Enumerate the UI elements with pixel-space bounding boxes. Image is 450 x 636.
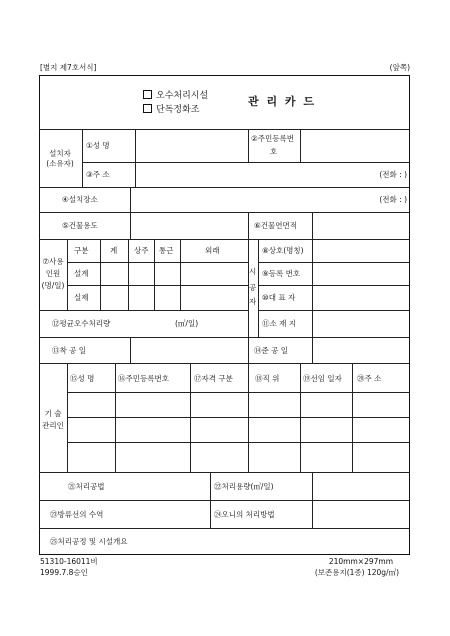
page-side: (앞쪽) bbox=[389, 63, 410, 72]
manager-label-2: 관리인 bbox=[42, 421, 64, 430]
owner-phone: (전화 : ) bbox=[379, 170, 407, 179]
persons-row-design: 설계 bbox=[74, 269, 89, 278]
constructor-reg-no: ⑨등록 번호 bbox=[262, 269, 301, 278]
persons-col-commute: 통근 bbox=[159, 246, 174, 255]
start-date-label: ⑬착 공 일 bbox=[52, 346, 87, 355]
constructor-label-c: 자 bbox=[249, 297, 257, 306]
constructor-label-b: 공 bbox=[249, 283, 257, 292]
checkbox-icon[interactable] bbox=[143, 90, 152, 99]
flow-unit: (㎥/일) bbox=[175, 319, 199, 328]
persons-col-visit: 외래 bbox=[205, 246, 220, 255]
footer-paper: (보존용지(1종) 120g/㎡) bbox=[314, 568, 399, 577]
install-place-label: ④설치장소 bbox=[62, 195, 98, 204]
effluent-label: ㉓방류선의 수역 bbox=[50, 510, 104, 519]
persons-col-resident: 상주 bbox=[134, 246, 149, 255]
owner-label: 설치자 bbox=[49, 149, 71, 158]
manager-col-addr: ⑳주 소 bbox=[357, 374, 382, 383]
manager-col-pos: ⑱직 위 bbox=[255, 374, 280, 383]
owner-address-label: ③주 소 bbox=[86, 170, 110, 179]
checkbox-icon[interactable] bbox=[143, 104, 152, 113]
building-use-label: ⑤건물용도 bbox=[62, 221, 98, 230]
option-label: 오수처리시설 bbox=[156, 91, 209, 101]
option-label: 단독정화조 bbox=[156, 105, 200, 115]
process-method-label: ㉑처리공법 bbox=[68, 482, 105, 491]
page-title: 관 리 카 드 bbox=[248, 95, 316, 108]
option-septic-tank[interactable] bbox=[143, 104, 199, 115]
manager-col-qual: ⑰자격 구분 bbox=[194, 374, 233, 383]
manager-col-rrn: ⑯주민등록번호 bbox=[118, 374, 169, 383]
constructor-label-a: 시 bbox=[249, 267, 257, 276]
persons-label-2: 인원 bbox=[45, 269, 61, 278]
install-phone: (전화 : ) bbox=[379, 195, 407, 204]
owner-name-label: ①성 명 bbox=[86, 141, 110, 150]
manager-col-name: ⑮성 명 bbox=[70, 374, 95, 383]
persons-label: ⑦사용 bbox=[42, 257, 64, 266]
manager-label: 기 술 bbox=[44, 409, 62, 418]
footer-size: 210mm×297mm bbox=[328, 557, 393, 566]
footer-code: 51310-16011비 bbox=[40, 557, 98, 566]
footer-approval: 1999.7.8승인 bbox=[40, 568, 88, 577]
persons-row-actual: 실제 bbox=[74, 293, 89, 302]
owner-rrn-label-2: 호 bbox=[270, 147, 278, 156]
persons-label-3: (명/일) bbox=[41, 281, 65, 290]
constructor-trade-name: ⑧상호(명칭) bbox=[262, 246, 304, 255]
process-capacity-label: ㉒처리용량(㎥/일) bbox=[214, 482, 274, 491]
sludge-label: ㉔오니의 처리방법 bbox=[214, 510, 275, 519]
constructor-rep: ⑩대 표 자 bbox=[262, 293, 296, 302]
option-sewage-facility[interactable] bbox=[143, 90, 208, 101]
flow-label: ⑫평균오수처리량 bbox=[52, 319, 111, 328]
process-overview-label: ㉕처리공정 및 시설개요 bbox=[50, 537, 128, 546]
owner-rrn-label: ②주민등록번 bbox=[251, 134, 294, 143]
complete-date-label: ⑭준 공 일 bbox=[254, 346, 289, 355]
building-area-label: ⑥건물연면적 bbox=[254, 221, 297, 230]
persons-col-class: 구분 bbox=[74, 246, 89, 255]
form-number: [별지 제7호서식] bbox=[40, 63, 97, 72]
persons-col-total: 계 bbox=[110, 246, 118, 255]
constructor-location: ⑪소 재 지 bbox=[262, 319, 297, 328]
owner-label-sub: (소유자) bbox=[46, 159, 74, 168]
manager-col-date: ⑲선임 일자 bbox=[303, 374, 342, 383]
